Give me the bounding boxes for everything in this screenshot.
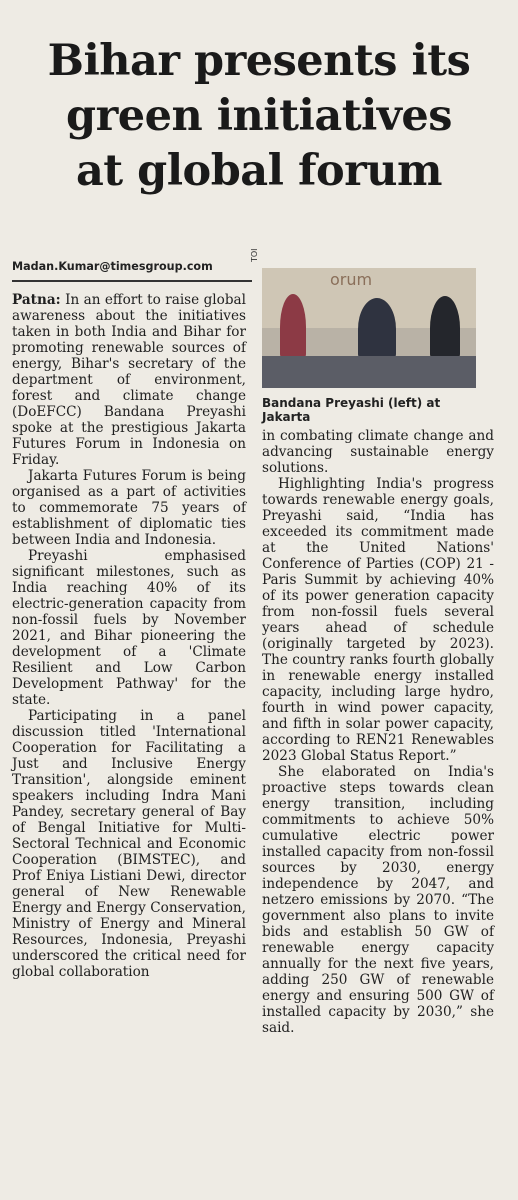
photo-caption: Bandana Preyashi (left) at Jakarta [262, 396, 441, 424]
paragraph-text: In an effort to raise global awareness about the initiatives taken in both India and Bihar for promoting renewable sources of energy, Bihar's secretary of the department of environment, forest and climate change (DoEFCC) Bandana Preyashi spoke at the prestigious Jakarta Futures Forum in Indonesia on Friday. [12, 292, 246, 468]
article-paragraph: Jakarta Futures Forum is being organised as a part of activities to commemorate 75 years of establishment of diplomatic ties between India and Indonesia. [12, 468, 246, 548]
panel-table [262, 356, 476, 388]
banner-text: orum [330, 270, 373, 289]
article-column-right [262, 428, 494, 1036]
headline-line-3: at global forum [75, 146, 443, 196]
article-paragraph: Preyashi emphasised significant milestones, such as India reaching 40% of its electric-generation capacity from non-fossil fuels by November 2021, and Bihar pioneering the development of a 'Climate Resilient and Low Carbon Development Pathway' for the state. [12, 548, 246, 708]
person-right [430, 296, 460, 360]
person-middle [358, 298, 396, 360]
person-left [280, 294, 306, 360]
article-paragraph: Participating in a panel discussion titled 'International Cooperation for Facilitating a Just and Inclusive Energy Transition', alongside eminent speakers including Indra Mani Pandey, secretary general of Bay of Bengal Initiative for Multi-Sectoral Technical and Economic Cooperation (BIMSTEC), and Prof Eniya Listiani Dewi, director general of New Renewable Energy and Energy Conservation, Ministry of Energy and Mineral Resources, Indonesia, Preyashi underscored the critical need for global collaboration [12, 708, 246, 980]
source-tag: TOI [250, 248, 259, 262]
headline-line-2: green initiatives [66, 91, 452, 141]
article-paragraph: She elaborated on India's proactive steps towards clean energy transition, including commitments to achieve 50% cumulative electric power installed capacity from non-fossil sources by 2030, energy independence by 2047, and netzero emissions by 2070. “The government also plans to invite bids and establish 50 GW of renewable energy capacity annually for the next five years, adding 250 GW of renewable energy and ensuring 500 GW of installed capacity by 2030,” she said. [262, 764, 494, 1036]
article-photo [262, 268, 476, 388]
article-paragraph [12, 292, 246, 468]
byline-rule [12, 280, 252, 282]
byline-row [12, 256, 262, 276]
article-column-left [12, 292, 246, 980]
article-paragraph: Highlighting India's progress towards renewable energy goals, Preyashi said, “India has exceeded its commitment made at the United Nations' Conference of Parties (COP) 21 - Paris Summit by achieving 40% of its power generation capacity from non-fossil fuels several years ahead of schedule (originally targeted by 2023). The country ranks fourth globally in renewable energy installed capacity, including large hydro, fourth in wind power capacity, and fifth in solar power capacity, according to REN21 Renewables 2023 Global Status Report.” [262, 476, 494, 764]
dateline: Patna: [12, 292, 61, 308]
byline: Madan.Kumar@timesgroup.com [12, 259, 213, 273]
headline-line-1: Bihar presents its [47, 36, 471, 86]
article-paragraph: in combating climate change and advancing sustainable energy solutions. [262, 428, 494, 476]
headline [12, 0, 506, 199]
